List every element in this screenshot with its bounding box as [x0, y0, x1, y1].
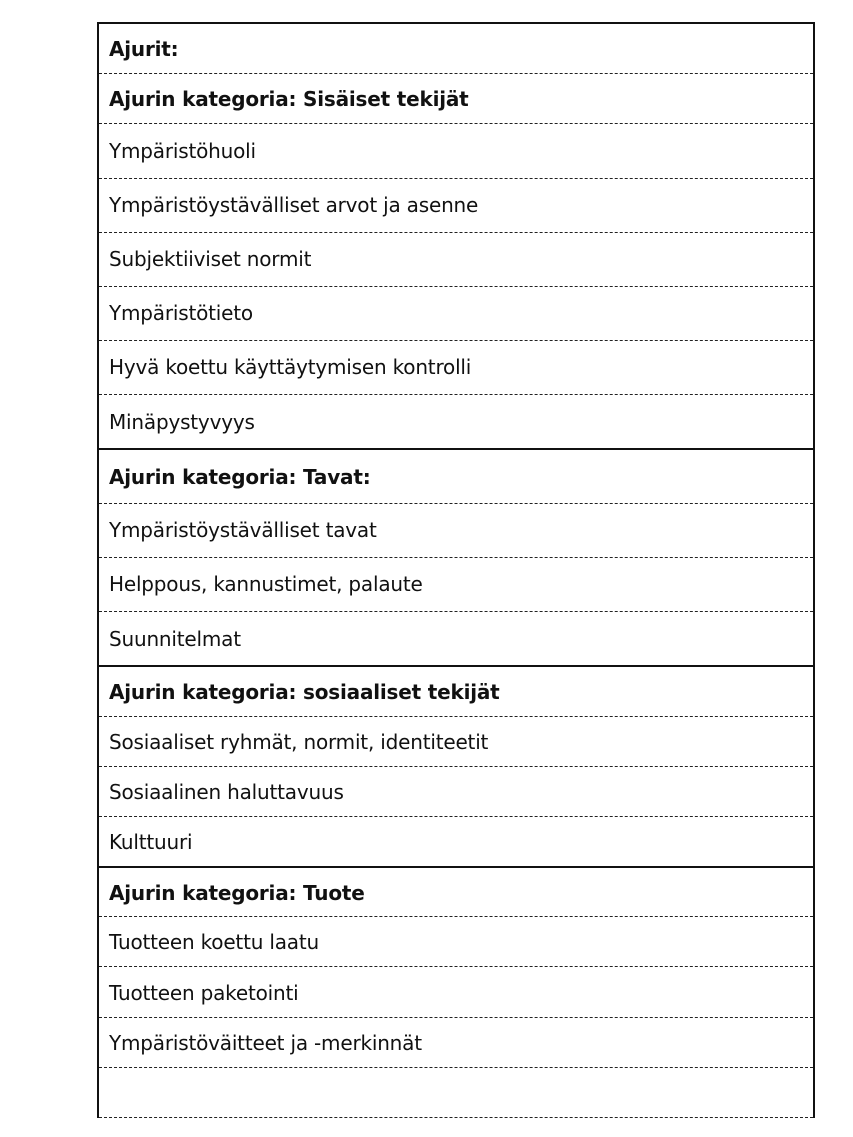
list-item: Tuotteen paketointi	[109, 980, 299, 1005]
list-item: Minäpystyvyys	[109, 409, 255, 434]
list-item: Sosiaalinen haluttavuus	[109, 780, 344, 804]
list-item: Ympäristöystävälliset tavat	[109, 518, 377, 542]
list-item: Hyvä koettu käyttäytymisen kontrolli	[109, 355, 472, 379]
list-item: Sosiaaliset ryhmät, normit, identiteetit	[109, 730, 489, 754]
list-item: Helppous, kannustimet, palaute	[109, 572, 423, 596]
section-title-product: Ajurin kategoria: Tuote	[109, 880, 365, 905]
list-item-empty	[99, 1068, 813, 1118]
list-item: Ympäristötieto	[109, 301, 253, 325]
list-item: Ympäristöystävälliset arvot ja asenne	[109, 193, 479, 217]
list-item: Tuotteen koettu laatu	[109, 930, 319, 954]
section-title-social-factors: Ajurin kategoria: sosiaaliset tekijät	[109, 680, 500, 704]
row-divider	[99, 1117, 813, 1118]
list-item: Subjektiiviset normit	[109, 247, 312, 271]
list-item: Ympäristöhuoli	[109, 139, 256, 163]
list-item: Suunnitelmat	[109, 626, 241, 651]
section-title-internal-factors: Ajurin kategoria: Sisäiset tekijät	[109, 87, 469, 111]
list-item: Kulttuuri	[109, 830, 193, 854]
section-title-habits: Ajurin kategoria: Tavat:	[109, 464, 371, 489]
drivers-table	[97, 22, 815, 1118]
list-item: Ympäristöväitteet ja -merkinnät	[109, 1031, 422, 1055]
table-header: Ajurit:	[109, 37, 179, 61]
